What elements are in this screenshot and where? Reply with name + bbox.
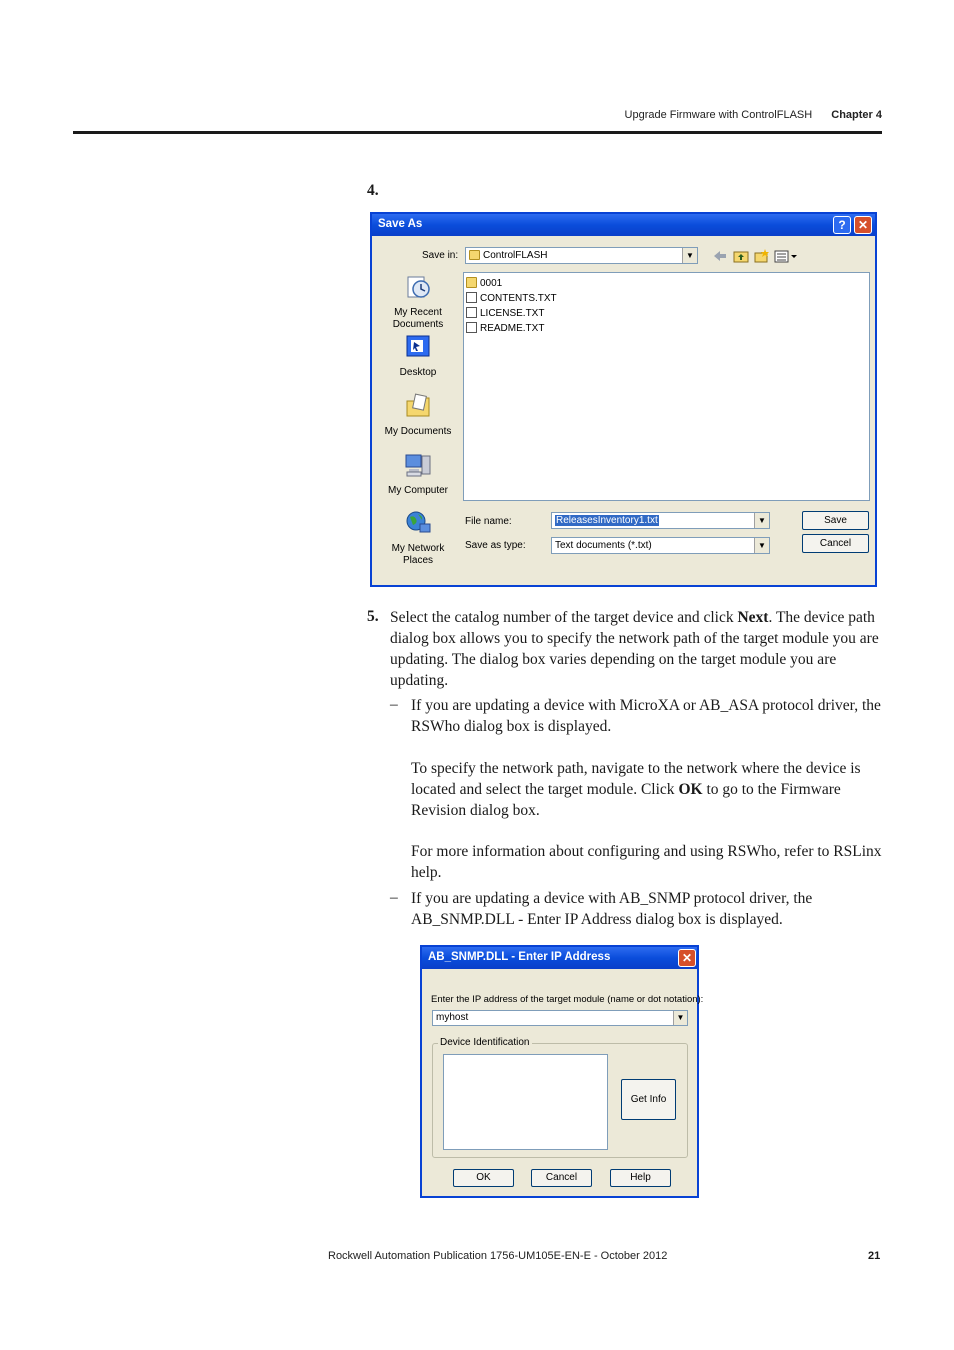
device-identification-group — [432, 1037, 688, 1158]
chevron-down-icon[interactable]: ▼ — [754, 538, 769, 553]
ip-address-input[interactable] — [432, 1010, 688, 1026]
place-my-computer[interactable] — [378, 452, 458, 497]
folder-icon — [469, 250, 480, 260]
list-item[interactable]: README.TXT — [466, 322, 544, 334]
ip-address-value: myhost — [436, 1012, 469, 1023]
ok-button[interactable]: OK — [453, 1169, 514, 1187]
chevron-down-icon[interactable]: ▼ — [673, 1011, 687, 1025]
recent-documents-icon — [404, 274, 432, 300]
place-desktop[interactable] — [378, 334, 458, 379]
snmp-title: AB_SNMP.DLL - Enter IP Address — [428, 951, 611, 963]
text-file-icon — [466, 292, 477, 303]
device-info-box — [443, 1054, 608, 1150]
step-5-text: Select the catalog number of the target device and click Next. The device path dialog box allows you to specify the network path of the target module you are updating. The dialog box varies depending on the target module you are updating. — [390, 609, 879, 689]
folder-icon — [466, 277, 477, 288]
bullet-1-paragraph-2: To specify the network path, navigate to the network where the device is located and select the target module. Click OK to go to the Firmware Revision dialog box. — [411, 760, 861, 819]
save-as-toolbar — [712, 248, 798, 264]
save-type-label: Save as type: — [465, 540, 526, 551]
place-label: My Documents — [384, 426, 452, 437]
section-title: Upgrade Firmware with ControlFLASH — [624, 109, 813, 121]
save-type-select[interactable] — [551, 537, 770, 554]
save-as-title: Save As — [378, 218, 423, 230]
place-label: Desktop — [399, 367, 437, 378]
step-5-number: 5. — [367, 608, 379, 625]
place-label: My Computer — [387, 485, 448, 496]
running-header — [625, 109, 882, 121]
save-as-dialog — [370, 212, 877, 587]
file-name-label: File name: — [465, 516, 512, 527]
group-label: Device Identification — [440, 1037, 530, 1048]
save-in-value: ControlFLASH — [483, 250, 548, 261]
file-list[interactable] — [463, 272, 870, 501]
snmp-titlebar — [422, 947, 697, 969]
close-icon[interactable]: ✕ — [678, 949, 696, 967]
header-rule — [73, 131, 882, 134]
file-name-value: ReleasesInventory1.txt — [556, 515, 658, 526]
cancel-button[interactable]: Cancel — [531, 1169, 592, 1187]
back-icon[interactable] — [714, 251, 726, 261]
snmp-dialog — [420, 945, 704, 1198]
place-my-recent-documents[interactable] — [378, 274, 458, 331]
my-documents-icon — [404, 393, 432, 419]
desktop-icon — [404, 334, 432, 360]
chevron-down-icon[interactable]: ▼ — [754, 513, 769, 528]
help-icon[interactable]: ? — [833, 216, 851, 234]
network-places-icon — [404, 510, 432, 536]
chapter-label: Chapter 4 — [831, 109, 882, 121]
help-button[interactable]: Help — [610, 1169, 671, 1187]
bullet-dash: – — [390, 696, 398, 713]
place-label: My Recent Documents — [392, 307, 444, 330]
bullet-1-paragraph-3: For more information about configuring and using RSWho, refer to RSLinx help. — [411, 843, 882, 881]
bullet-dash: – — [390, 889, 398, 906]
page-number: 21 — [868, 1250, 881, 1262]
place-label: My Network Places — [391, 543, 445, 566]
save-as-titlebar — [372, 214, 875, 236]
chevron-down-icon[interactable]: ▼ — [682, 248, 697, 263]
publication-footer: Rockwell Automation Publication 1756-UM105E-EN-E - October 2012 — [328, 1250, 668, 1262]
step-4-number: 4. — [367, 182, 379, 199]
view-menu-icon[interactable] — [775, 251, 797, 262]
my-computer-icon — [404, 452, 432, 478]
ip-prompt-label: Enter the IP address of the target module (name or dot notation): — [431, 994, 704, 1005]
bullet-2-text: If you are updating a device with AB_SNMP protocol driver, the AB_SNMP.DLL - Enter IP Address dialog box is displayed. — [411, 890, 813, 928]
list-item[interactable]: CONTENTS.TXT — [466, 292, 557, 304]
save-in-combo[interactable] — [465, 247, 698, 264]
get-info-button[interactable]: Get Info — [621, 1079, 676, 1120]
save-button[interactable]: Save — [802, 511, 869, 530]
save-type-value: Text documents (*.txt) — [555, 540, 652, 551]
up-folder-icon[interactable] — [734, 252, 748, 262]
file-name-input[interactable] — [551, 512, 770, 529]
text-file-icon — [466, 307, 477, 318]
place-my-documents[interactable] — [378, 393, 458, 438]
list-item[interactable]: 0001 — [466, 277, 502, 289]
close-icon[interactable]: ✕ — [854, 216, 872, 234]
new-folder-icon[interactable] — [755, 249, 769, 262]
list-item[interactable]: LICENSE.TXT — [466, 307, 544, 319]
save-in-label: Save in: — [422, 250, 459, 261]
text-file-icon — [466, 322, 477, 333]
cancel-button[interactable]: Cancel — [802, 534, 869, 553]
bullet-1-text: If you are updating a device with MicroXA or AB_ASA protocol driver, the RSWho dialog box is displayed. — [411, 697, 881, 735]
place-my-network-places[interactable] — [378, 510, 458, 567]
